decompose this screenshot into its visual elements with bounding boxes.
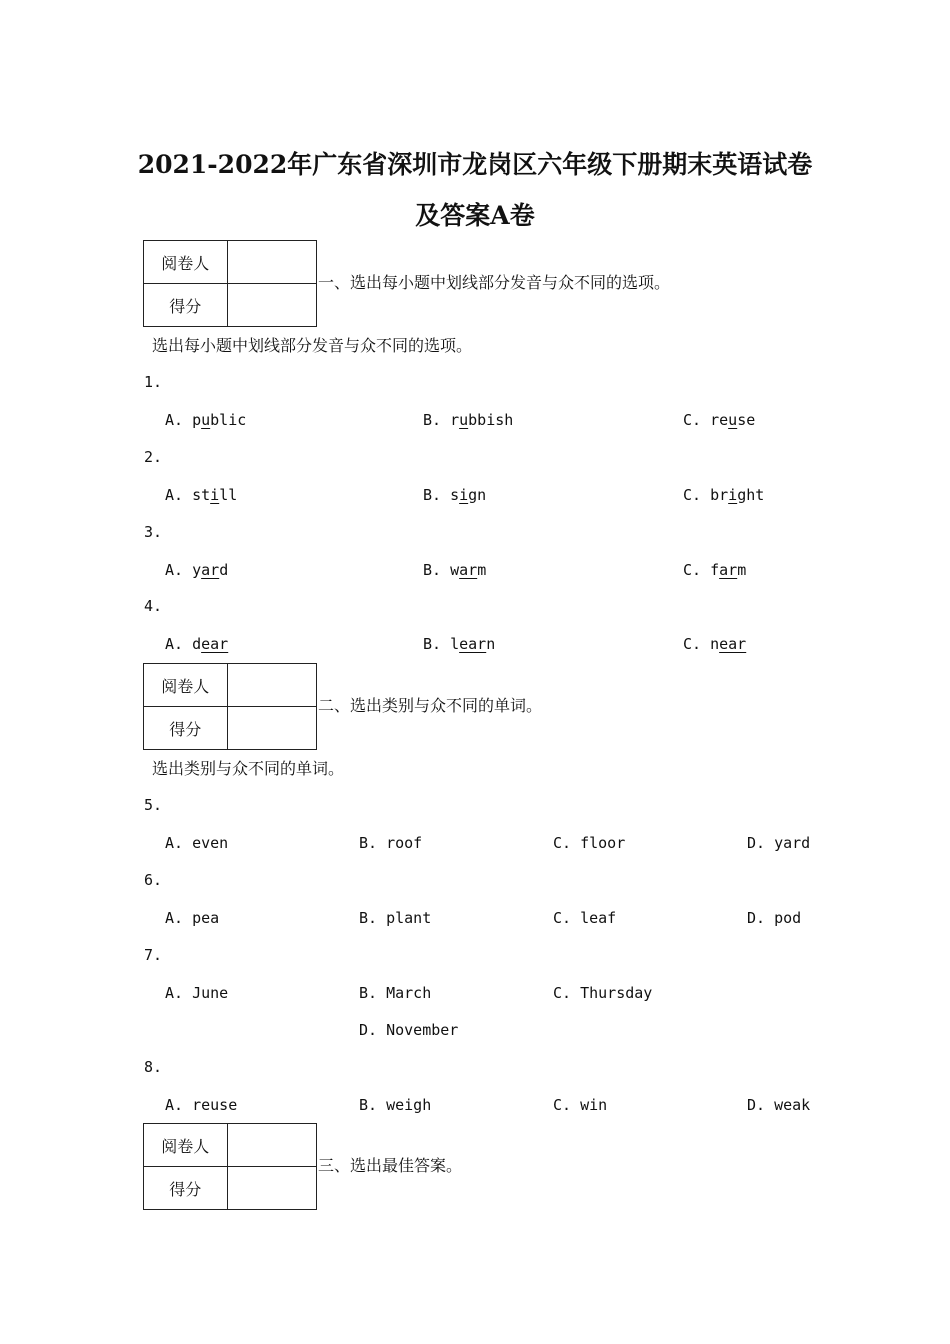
option-a: A. still bbox=[165, 486, 238, 504]
underlined-letters: i bbox=[459, 486, 469, 504]
question-number: 6. bbox=[144, 871, 163, 889]
option-c: C. near bbox=[683, 635, 747, 653]
underlined-letters: ear bbox=[719, 635, 747, 653]
question-number: 1. bbox=[144, 373, 163, 391]
option-a: A. reuse bbox=[165, 1096, 238, 1114]
option-b: B. roof bbox=[359, 834, 423, 852]
option-b: B. learn bbox=[423, 635, 496, 653]
underlined-letters: ear bbox=[201, 635, 229, 653]
document-title-line-1: 2021-2022年广东省深圳市龙岗区六年级下册期末英语试卷 bbox=[137, 150, 813, 179]
underlined-letters: u bbox=[201, 411, 211, 429]
option-c: C. win bbox=[553, 1096, 608, 1114]
score-label: 得分 bbox=[144, 284, 228, 327]
option-a: A. dear bbox=[165, 635, 229, 653]
question-number: 3. bbox=[144, 523, 163, 541]
option-b: B. warm bbox=[423, 561, 487, 579]
question-number: 2. bbox=[144, 448, 163, 466]
option-b: B. weigh bbox=[359, 1096, 432, 1114]
option-b: B. March bbox=[359, 984, 432, 1002]
section-instruction-2: 选出类别与众不同的单词。 bbox=[152, 759, 345, 778]
grader-label: 阅卷人 bbox=[144, 1124, 228, 1167]
underlined-letters: i bbox=[210, 486, 220, 504]
grader-label: 阅卷人 bbox=[144, 664, 228, 707]
option-d: D. pod bbox=[747, 909, 802, 927]
option-c: C. farm bbox=[683, 561, 747, 579]
section-heading-3: 三、选出最佳答案。 bbox=[318, 1156, 463, 1175]
question-number: 5. bbox=[144, 796, 163, 814]
score-field[interactable] bbox=[227, 1167, 316, 1210]
option-d: D. November bbox=[359, 1021, 459, 1039]
option-c: C. Thursday bbox=[553, 984, 653, 1002]
grader-field[interactable] bbox=[227, 1124, 316, 1167]
question-number: 7. bbox=[144, 946, 163, 964]
option-c: C. leaf bbox=[553, 909, 617, 927]
option-a: A. June bbox=[165, 984, 229, 1002]
option-d: D. weak bbox=[747, 1096, 811, 1114]
document-title-line-2: 及答案A卷 bbox=[415, 201, 535, 230]
option-c: C. reuse bbox=[683, 411, 756, 429]
question-number: 8. bbox=[144, 1058, 163, 1076]
score-table-section-3 bbox=[143, 1123, 317, 1210]
option-b: B. plant bbox=[359, 909, 432, 927]
score-field[interactable] bbox=[227, 707, 316, 750]
grader-field[interactable] bbox=[227, 664, 316, 707]
score-label: 得分 bbox=[144, 1167, 228, 1210]
section-instruction-1: 选出每小题中划线部分发音与众不同的选项。 bbox=[152, 336, 473, 355]
option-a: A. pea bbox=[165, 909, 220, 927]
option-b: B. rubbish bbox=[423, 411, 514, 429]
underlined-letters: i bbox=[728, 486, 738, 504]
section-heading-2: 二、选出类别与众不同的单词。 bbox=[318, 696, 543, 715]
underlined-letters: u bbox=[728, 411, 738, 429]
score-table-section-2 bbox=[143, 663, 317, 750]
option-c: C. bright bbox=[683, 486, 765, 504]
underlined-letters: ar bbox=[459, 561, 478, 579]
option-d: D. yard bbox=[747, 834, 811, 852]
grader-label: 阅卷人 bbox=[144, 241, 228, 284]
option-a: A. public bbox=[165, 411, 247, 429]
score-field[interactable] bbox=[227, 284, 316, 327]
option-b: B. sign bbox=[423, 486, 487, 504]
score-table-section-1 bbox=[143, 240, 317, 327]
score-label: 得分 bbox=[144, 707, 228, 750]
option-c: C. floor bbox=[553, 834, 626, 852]
option-a: A. yard bbox=[165, 561, 229, 579]
grader-field[interactable] bbox=[227, 241, 316, 284]
underlined-letters: ar bbox=[201, 561, 220, 579]
underlined-letters: ear bbox=[459, 635, 487, 653]
option-a: A. even bbox=[165, 834, 229, 852]
question-number: 4. bbox=[144, 597, 163, 615]
underlined-letters: u bbox=[459, 411, 469, 429]
section-heading-1: 一、选出每小题中划线部分发音与众不同的选项。 bbox=[318, 273, 671, 292]
underlined-letters: ar bbox=[719, 561, 738, 579]
